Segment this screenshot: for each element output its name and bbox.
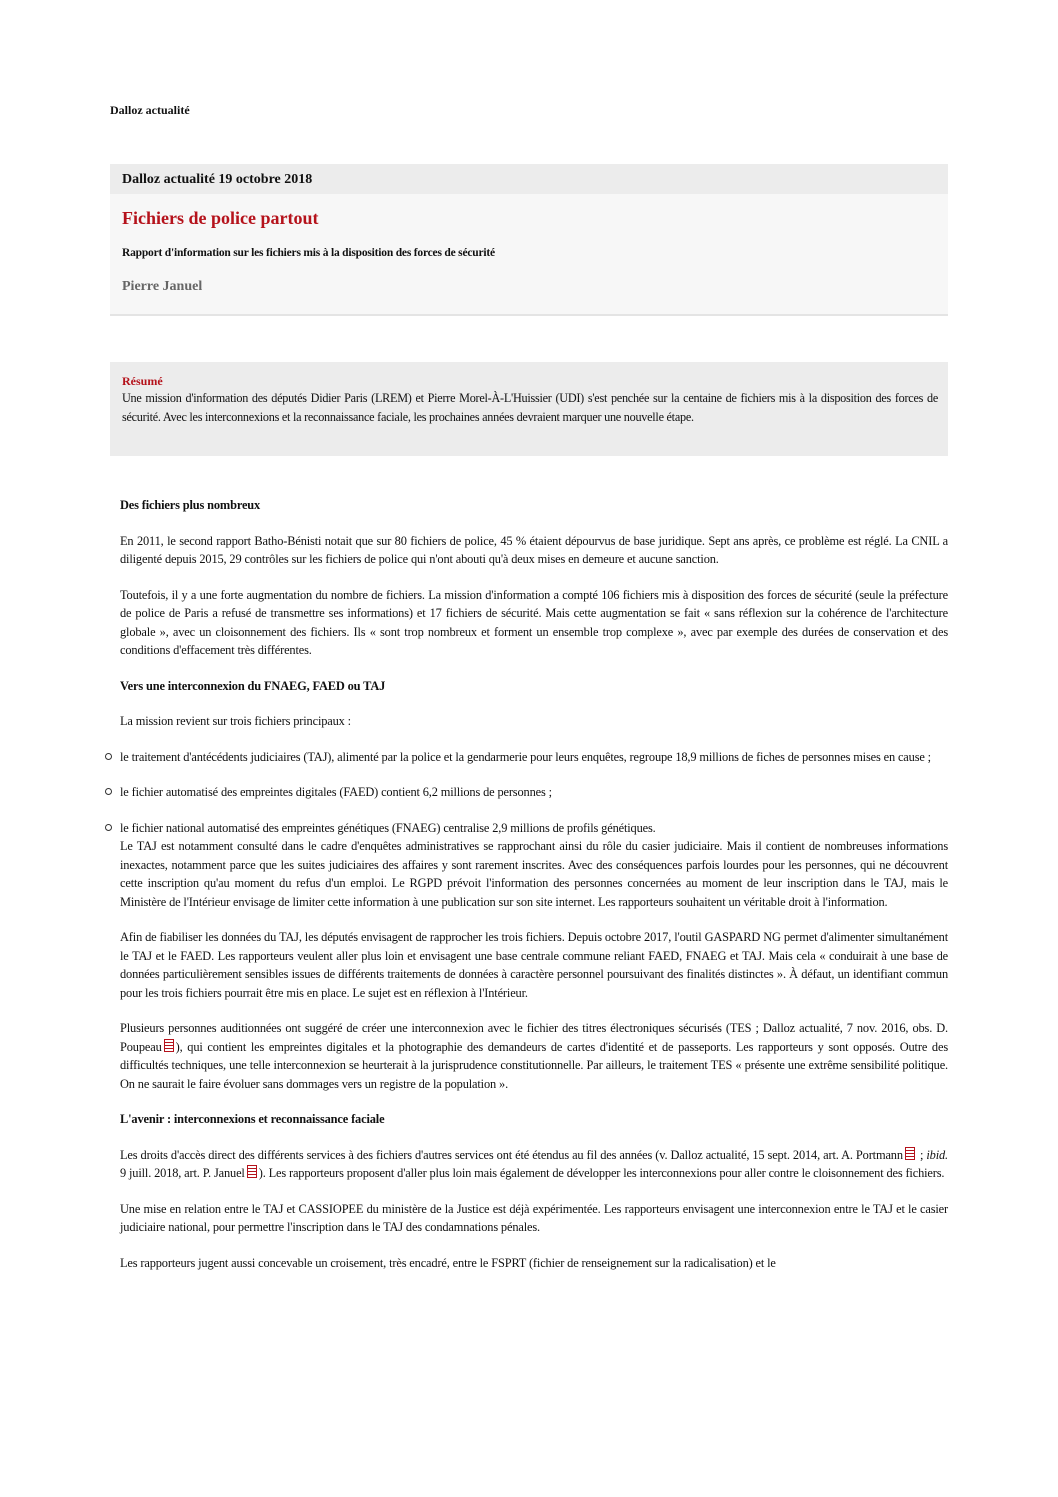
paragraph: Une mise en relation entre le TAJ et CASSIOPEE du ministère de la Justice est déjà expérimentée. Les rapporteurs envisagent une interconnexion entre le TAJ et le casier judiciaire national, pour permettre l'inscription dans le TAJ des condamnations pénales. [120, 1201, 948, 1234]
summary-title: Résumé [122, 374, 163, 388]
section-heading: Des fichiers plus nombreux [120, 498, 261, 512]
list-item [120, 819, 948, 838]
paragraph: En 2011, le second rapport Batho-Bénisti notait que sur 80 fichiers de police, 45 % étaient dépourvus de base juridique. Sept ans après, ce problème est réglé. La CNIL a diligenté depuis 2015, 29 contrôles sur les fichiers de police qui n'ont abouti qu'à deux mises en demeure et aucune sanction. [120, 533, 948, 566]
list-item-text: le fichier national automatisé des empreintes génétiques (FNAEG) centralise 2,9 millions de profils génétiques. [120, 820, 656, 835]
document-link-icon[interactable] [247, 1165, 257, 1178]
section-heading: L'avenir : interconnexions et reconnaissance faciale [120, 1112, 385, 1126]
site-name: Dalloz actualité [110, 103, 190, 117]
paragraph: Les droits d'accès direct des différents services à des fichiers d'autres services ont été étendus au fil des années (v. Dalloz actualité, 15 sept. 2014, art. A. Portmann ; ibid. 9 juill. 2018, art. P. Januel ). Les rapporteurs proposent d'aller plus loin mais également de développer les interconnexions pour aller contre le cloisonnement des fichiers. [120, 1147, 948, 1180]
summary-text: Une mission d'information des députés Didier Paris (LREM) et Pierre Morel-À-L'Huissier (UDI) s'est penchée sur la centaine de fichiers mis à la disposition des forces de sécurité. Avec les interconnexions et la reconnaissance faciale, les prochaines années devraient marquer une nouvelle étape. [122, 391, 938, 424]
paragraph: Le TAJ est notamment consulté dans le cadre d'enquêtes administratives se rapprochant ainsi du rôle du casier judiciaire. Mais il contient de nombreuses informations inexactes, notamment parce que les suites judiciaires des affaires y sont rarement inscrites. Avec des conséquences parfois lourdes pour les personnes, qui ne découvrent cette inscription qu'au moment du refus d'un emploi. Le RGPD prévoit l'information des personnes concernées au moment de leur inscription dans le TAJ, mais le Ministère de l'Intérieur envisage de limiter cette information à une publication sur son site internet. Les rapporteurs souhaitent un véritable droit à l'information. [120, 839, 948, 909]
paragraph: Afin de fiabiliser les données du TAJ, les députés envisagent de rapprocher les trois fichiers. Depuis octobre 2017, l'outil GASPARD NG permet d'alimenter simultanément le TAJ et le FAED. Les rapporteurs veulent aller plus loin et envisagent une base centrale commune reliant FAED, FNAEG et TAJ. Mais cela « conduirait à une base de données particulièrement sensibles issues de différents traitements de données à caractère personnel poursuivant des finalités distinctes ». À défaut, un identifiant commun pour les trois fichiers pourrait être mis en place. Le sujet est en réflexion à l'Intérieur. [120, 930, 948, 1000]
summary-box [110, 362, 948, 456]
list-item-text: le fichier automatisé des empreintes digitales (FAED) contient 6,2 millions de personnes ; [120, 785, 552, 799]
article-author: Pierre Januel [122, 279, 203, 294]
document-link-icon[interactable] [164, 1039, 174, 1052]
paragraph: La mission revient sur trois fichiers principaux : [120, 714, 351, 728]
article-body [120, 496, 948, 1289]
bullet-icon [105, 824, 112, 831]
paragraph: Toutefois, il y a une forte augmentation du nombre de fichiers. La mission d'information a compté 106 fichiers mis à disposition des forces de sécurité (seule la préfecture de police de Paris a refusé de transmettre ses informations) et 17 fichiers de sécurité. Mais cette augmentation se fait « sans réflexion sur la cohérence de l'architecture globale », avec un cloisonnement des fichiers. Ils « sont trop nombreux et forment un ensemble trop complexe », avec par exemple des durées de conservation et des conditions d'effacement très différentes. [120, 587, 948, 657]
file-list [120, 748, 948, 838]
list-item [120, 748, 948, 767]
paragraph: Les rapporteurs jugent aussi concevable un croisement, très encadré, entre le FSPRT (fichier de renseignement sur la radicalisation) et le [120, 1255, 776, 1270]
publication-date: Dalloz actualité 19 octobre 2018 [110, 164, 948, 194]
list-item [120, 783, 948, 802]
document-link-icon[interactable] [905, 1147, 915, 1160]
bullet-icon [105, 753, 112, 760]
article-title: Fichiers de police partout [122, 208, 319, 228]
paragraph: Plusieurs personnes auditionnées ont suggéré de créer une interconnexion avec le fichier des titres électroniques sécurisés (TES ; Dalloz actualité, 7 nov. 2016, obs. D. Poupeau ), qui contient les empreintes digitales et la photographie des demandeurs de cartes d'identité et de passeports. Les rapporteurs y sont opposés. Outre des difficultés techniques, une telle interconnexion se heurterait à la jurisprudence constitutionnelle. Par ailleurs, le traitement TES « présente une extrême sensibilité politique. On ne saurait le faire évoluer sans dommages vers un registre de la population ». [120, 1021, 948, 1091]
list-item-text: le traitement d'antécédents judiciaires (TAJ), alimenté par la police et la gendarmerie pour leurs enquêtes, regroupe 18,9 millions de fiches de personnes mises en cause ; [120, 749, 931, 764]
bullet-icon [105, 788, 112, 795]
article-header [110, 164, 948, 316]
article-subtitle: Rapport d'information sur les fichiers mis à la disposition des forces de sécurité [122, 247, 495, 259]
section-heading: Vers une interconnexion du FNAEG, FAED ou TAJ [120, 678, 386, 693]
